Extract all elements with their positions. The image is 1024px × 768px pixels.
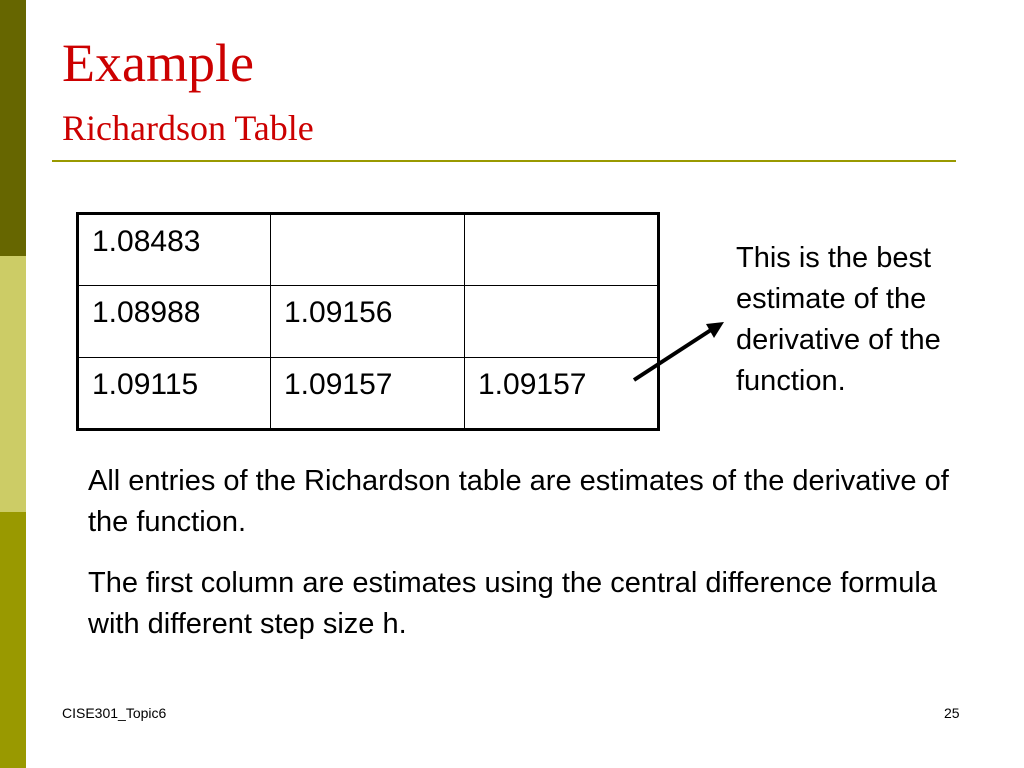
table-cell <box>271 214 465 286</box>
table-cell: 1.09157 <box>271 358 465 430</box>
body-paragraph-first-column: The first column are estimates using the central difference formula with different step size h. <box>88 567 937 640</box>
sidebar-block-top <box>0 0 26 256</box>
best-estimate-note: This is the best estimate of the derivative of the function. <box>736 242 941 397</box>
table-cell: 1.09115 <box>78 358 271 430</box>
footer-course: CISE301_Topic6 <box>62 705 167 721</box>
table-cell: 1.09156 <box>271 286 465 358</box>
table-cell <box>465 214 659 286</box>
table-row <box>78 286 659 358</box>
slide-subtitle: Richardson Table <box>62 108 314 148</box>
table-row <box>78 358 659 430</box>
body-paragraph-entries: All entries of the Richardson table are estimates of the derivative of the function. <box>88 465 949 538</box>
sidebar-block-middle <box>0 256 26 512</box>
table-cell: 1.08988 <box>78 286 271 358</box>
richardson-table <box>76 212 660 431</box>
sidebar-block-bottom <box>0 512 26 768</box>
sidebar-decoration <box>0 0 26 768</box>
arrow-icon <box>620 310 740 400</box>
page-number: 25 <box>944 705 960 721</box>
title-divider <box>52 160 956 162</box>
table-row <box>78 214 659 286</box>
table-cell: 1.09157 <box>465 358 659 430</box>
slide-title: Example <box>62 33 254 93</box>
table-cell: 1.08483 <box>78 214 271 286</box>
